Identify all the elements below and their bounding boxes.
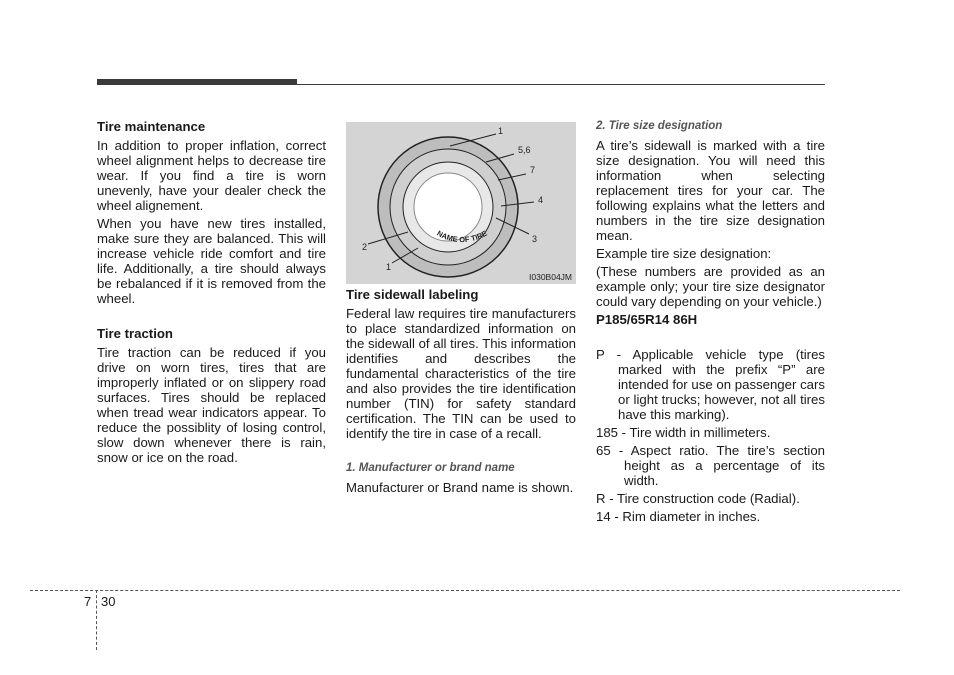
maintenance-paragraph-1: In addition to proper inflation, correct wheel alignment helps to decrease tire wear. If you find a tire is worn unevenly, have your dealer check the wheel alignement.: [97, 138, 326, 213]
callout-7: 7: [530, 165, 536, 175]
callout-4: 4: [538, 195, 544, 205]
item-p: P - Applicable vehicle type (tires marked with the prefix “P” are intended for use on passenger cars or light trucks; however, not all tires have this marking).: [596, 347, 825, 422]
traction-paragraph: Tire traction can be reduced if you drive on worn tires, tires that are improperly inflated or on slippery road surfaces. Tires should be replaced when tread wear indicators appear. To reduce the possiblity of losing control, slow down whenever there is rain, snow or ice on the road.: [97, 345, 326, 465]
example-label: Example tire size designation:: [596, 246, 772, 261]
sidewall-labeling-heading: Tire sidewall labeling: [346, 287, 479, 302]
callout-1-top: 1: [498, 126, 504, 136]
callout-3: 3: [532, 234, 538, 244]
tire-illustration: [346, 122, 576, 284]
header-rule: [297, 84, 825, 85]
rim-inner: [414, 173, 482, 241]
footer-divider: [96, 590, 97, 650]
column-left: [97, 119, 326, 468]
item-r: R - Tire construction code (Radial).: [596, 491, 800, 506]
item-65: 65 - Aspect ratio. The tire’s section height as a percentage of its width.: [596, 443, 825, 488]
page-number: 30: [101, 594, 116, 609]
callout-1-bottom: 1: [386, 262, 392, 272]
size-paragraph: A tire’s sidewall is marked with a tire size designation. You will need this information when selecting replacement tires for your car. The following explains what the letters and numbers in the tire size designation mean.: [596, 138, 825, 243]
manufacturer-subheading: 1. Manufacturer or brand name: [346, 462, 515, 474]
callout-2: 2: [362, 242, 368, 252]
tire-traction-heading: Tire traction: [97, 326, 173, 341]
sidewall-paragraph: Federal law requires tire manufacturers to place standardized information on the sidewall of all tires. This information identifies and describes the fundamental characteristics of the tire and also provides the tire identification number (TIN) for safety standard certification. The TIN can be used to identify the tire in case of a recall.: [346, 306, 576, 441]
column-right: [596, 119, 825, 527]
footer-rule: [30, 590, 900, 591]
item-185: 185 - Tire width in millimeters.: [596, 425, 771, 440]
tire-name-text: NAME OF TIRE: [435, 228, 489, 245]
example-note: (These numbers are provided as an example only; your tire size designator could vary depending on your vehicle.): [596, 264, 825, 309]
size-designation-subheading: 2. Tire size designation: [596, 120, 723, 132]
item-14: 14 - Rim diameter in inches.: [596, 509, 761, 524]
figure-code: I030B04JM: [529, 272, 572, 282]
manufacturer-paragraph: Manufacturer or Brand name is shown.: [346, 480, 574, 495]
tire-sidewall-figure: [346, 122, 576, 284]
header-bar: [97, 79, 297, 85]
column-middle: [346, 287, 576, 498]
maintenance-paragraph-2: When you have new tires installed, make sure they are balanced. This will increase vehicle ride comfort and tire life. Additionally, a tire should always be rebalanced if it is removed from the wheel.: [97, 216, 326, 306]
chapter-number: 7: [84, 594, 92, 609]
tire-maintenance-heading: Tire maintenance: [97, 119, 206, 134]
example-code: P185/65R14 86H: [596, 312, 698, 327]
callout-5-6: 5,6: [518, 145, 531, 155]
